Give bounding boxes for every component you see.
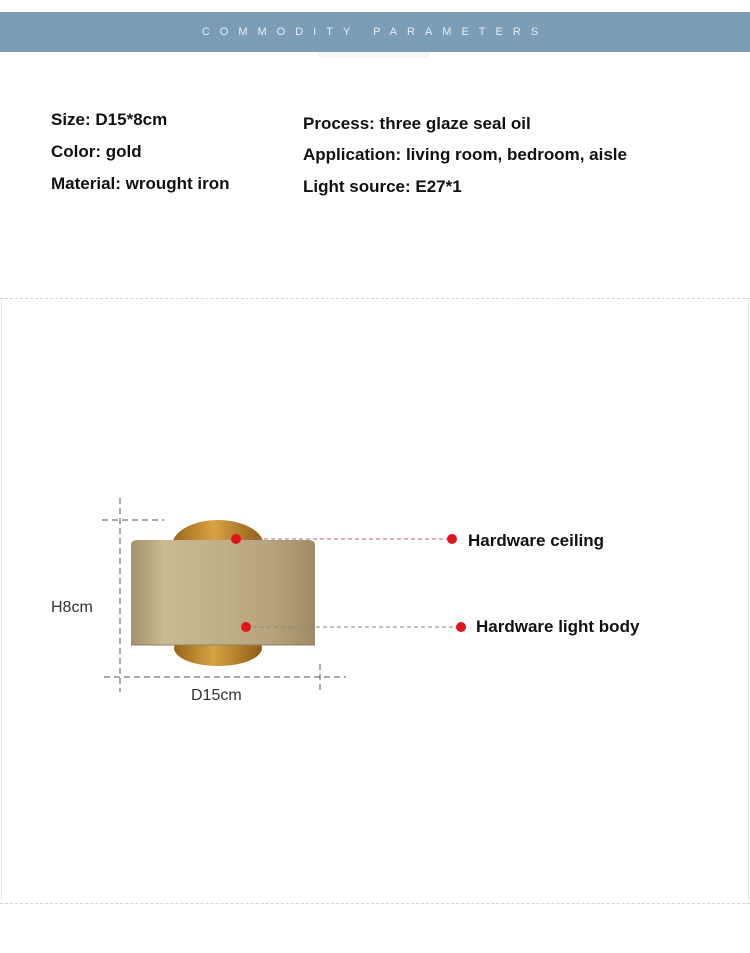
lamp-shade: [131, 540, 315, 645]
param-process: Process: three glaze seal oil: [303, 114, 531, 133]
param-light-source: Light source: E27*1: [303, 177, 462, 196]
param-color: Color: gold: [51, 142, 142, 161]
marker-ceiling-start: [231, 534, 241, 544]
height-label: H8cm: [51, 599, 93, 616]
param-size: Size: D15*8cm: [51, 110, 168, 129]
marker-ceiling-end: [447, 534, 457, 544]
callout-hardware-light-body: Hardware light body: [476, 617, 640, 636]
width-label: D15cm: [191, 687, 242, 704]
callout-hardware-ceiling: Hardware ceiling: [468, 531, 605, 550]
param-material: Material: wrought iron: [51, 174, 230, 193]
marker-body-end: [456, 622, 466, 632]
header-title: COMMODITY PARAMETERS: [201, 26, 549, 38]
param-application: Application: living room, bedroom, aisle: [303, 145, 627, 164]
marker-body-start: [241, 622, 251, 632]
